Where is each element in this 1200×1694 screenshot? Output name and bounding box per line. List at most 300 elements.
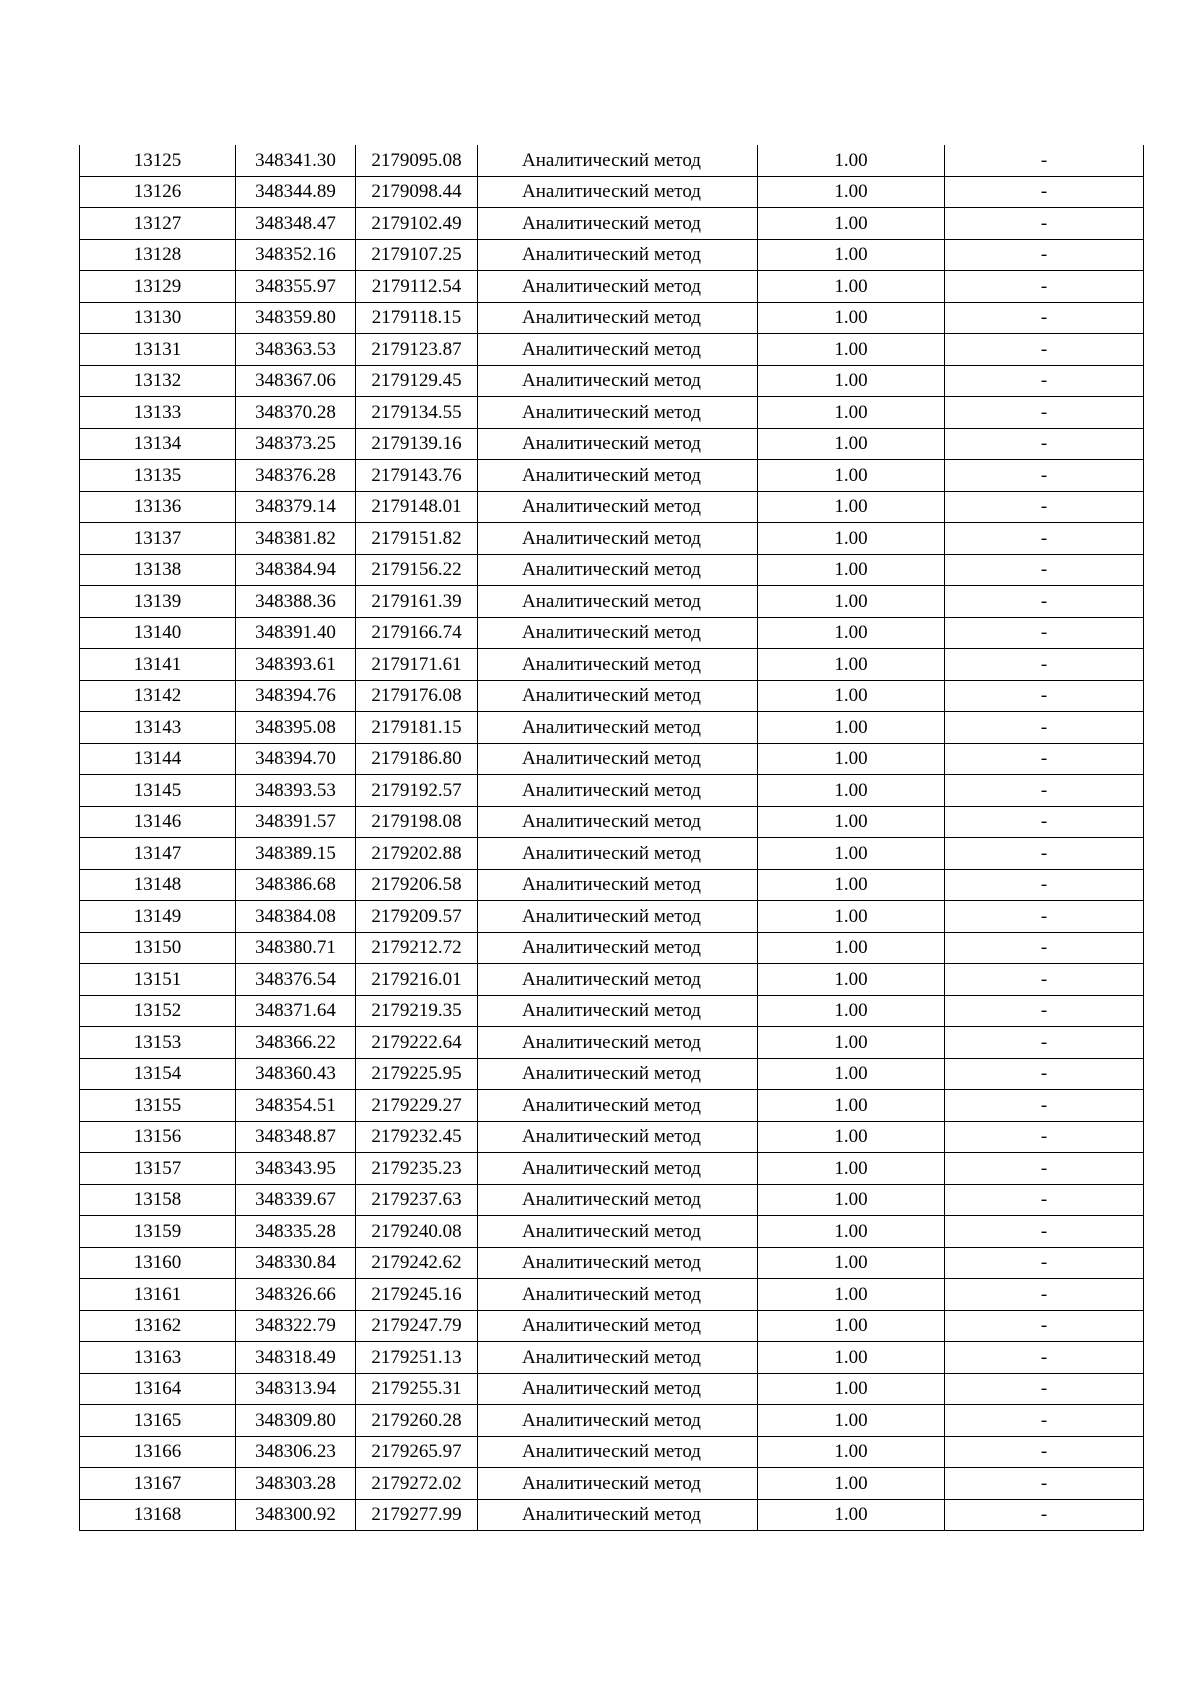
x-coordinate-cell: 348352.16	[236, 239, 356, 271]
y-coordinate-cell: 2179118.15	[356, 302, 478, 334]
accuracy-cell: 1.00	[758, 680, 945, 712]
method-cell: Аналитический метод	[478, 1027, 758, 1059]
accuracy-cell: 1.00	[758, 649, 945, 681]
y-coordinate-cell: 2179176.08	[356, 680, 478, 712]
point-number-cell: 13164	[80, 1373, 236, 1405]
x-coordinate-cell: 348376.54	[236, 964, 356, 996]
y-coordinate-cell: 2179225.95	[356, 1058, 478, 1090]
description-cell: -	[945, 1121, 1144, 1153]
point-number-cell: 13135	[80, 460, 236, 492]
point-number-cell: 13148	[80, 869, 236, 901]
accuracy-cell: 1.00	[758, 995, 945, 1027]
point-number-cell: 13136	[80, 491, 236, 523]
description-cell: -	[945, 1279, 1144, 1311]
point-number-cell: 13125	[80, 145, 236, 176]
method-cell: Аналитический метод	[478, 1279, 758, 1311]
y-coordinate-cell: 2179129.45	[356, 365, 478, 397]
x-coordinate-cell: 348359.80	[236, 302, 356, 334]
method-cell: Аналитический метод	[478, 271, 758, 303]
table-row	[80, 680, 1144, 712]
x-coordinate-cell: 348394.70	[236, 743, 356, 775]
point-number-cell: 13151	[80, 964, 236, 996]
table-row	[80, 743, 1144, 775]
method-cell: Аналитический метод	[478, 712, 758, 744]
table-row	[80, 1247, 1144, 1279]
method-cell: Аналитический метод	[478, 365, 758, 397]
point-number-cell: 13126	[80, 176, 236, 208]
description-cell: -	[945, 964, 1144, 996]
description-cell: -	[945, 428, 1144, 460]
x-coordinate-cell: 348363.53	[236, 334, 356, 366]
x-coordinate-cell: 348384.08	[236, 901, 356, 933]
accuracy-cell: 1.00	[758, 1121, 945, 1153]
description-cell: -	[945, 208, 1144, 240]
point-number-cell: 13159	[80, 1216, 236, 1248]
coordinates-table	[79, 145, 1144, 1531]
table-row	[80, 649, 1144, 681]
method-cell: Аналитический метод	[478, 1310, 758, 1342]
accuracy-cell: 1.00	[758, 964, 945, 996]
point-number-cell: 13168	[80, 1499, 236, 1531]
table-row	[80, 617, 1144, 649]
method-cell: Аналитический метод	[478, 460, 758, 492]
x-coordinate-cell: 348343.95	[236, 1153, 356, 1185]
accuracy-cell: 1.00	[758, 901, 945, 933]
method-cell: Аналитический метод	[478, 1405, 758, 1437]
accuracy-cell: 1.00	[758, 1342, 945, 1374]
table-row	[80, 397, 1144, 429]
x-coordinate-cell: 348366.22	[236, 1027, 356, 1059]
method-cell: Аналитический метод	[478, 554, 758, 586]
y-coordinate-cell: 2179166.74	[356, 617, 478, 649]
y-coordinate-cell: 2179232.45	[356, 1121, 478, 1153]
point-number-cell: 13160	[80, 1247, 236, 1279]
y-coordinate-cell: 2179156.22	[356, 554, 478, 586]
y-coordinate-cell: 2179212.72	[356, 932, 478, 964]
accuracy-cell: 1.00	[758, 1468, 945, 1500]
method-cell: Аналитический метод	[478, 1468, 758, 1500]
accuracy-cell: 1.00	[758, 617, 945, 649]
accuracy-cell: 1.00	[758, 869, 945, 901]
description-cell: -	[945, 334, 1144, 366]
method-cell: Аналитический метод	[478, 208, 758, 240]
point-number-cell: 13161	[80, 1279, 236, 1311]
method-cell: Аналитический метод	[478, 743, 758, 775]
x-coordinate-cell: 348391.57	[236, 806, 356, 838]
y-coordinate-cell: 2179151.82	[356, 523, 478, 555]
y-coordinate-cell: 2179171.61	[356, 649, 478, 681]
table-row	[80, 554, 1144, 586]
point-number-cell: 13138	[80, 554, 236, 586]
method-cell: Аналитический метод	[478, 649, 758, 681]
method-cell: Аналитический метод	[478, 1216, 758, 1248]
description-cell: -	[945, 869, 1144, 901]
description-cell: -	[945, 838, 1144, 870]
description-cell: -	[945, 1058, 1144, 1090]
table-row	[80, 586, 1144, 618]
x-coordinate-cell: 348389.15	[236, 838, 356, 870]
table-row	[80, 1279, 1144, 1311]
x-coordinate-cell: 348330.84	[236, 1247, 356, 1279]
table-row	[80, 1121, 1144, 1153]
description-cell: -	[945, 1310, 1144, 1342]
description-cell: -	[945, 460, 1144, 492]
point-number-cell: 13167	[80, 1468, 236, 1500]
method-cell: Аналитический метод	[478, 239, 758, 271]
method-cell: Аналитический метод	[478, 901, 758, 933]
accuracy-cell: 1.00	[758, 1499, 945, 1531]
accuracy-cell: 1.00	[758, 1436, 945, 1468]
accuracy-cell: 1.00	[758, 1279, 945, 1311]
method-cell: Аналитический метод	[478, 1373, 758, 1405]
point-number-cell: 13142	[80, 680, 236, 712]
description-cell: -	[945, 302, 1144, 334]
table-row	[80, 302, 1144, 334]
description-cell: -	[945, 176, 1144, 208]
y-coordinate-cell: 2179216.01	[356, 964, 478, 996]
description-cell: -	[945, 1373, 1144, 1405]
accuracy-cell: 1.00	[758, 1216, 945, 1248]
y-coordinate-cell: 2179229.27	[356, 1090, 478, 1122]
x-coordinate-cell: 348370.28	[236, 397, 356, 429]
x-coordinate-cell: 348318.49	[236, 1342, 356, 1374]
description-cell: -	[945, 554, 1144, 586]
method-cell: Аналитический метод	[478, 397, 758, 429]
y-coordinate-cell: 2179255.31	[356, 1373, 478, 1405]
accuracy-cell: 1.00	[758, 271, 945, 303]
x-coordinate-cell: 348303.28	[236, 1468, 356, 1500]
method-cell: Аналитический метод	[478, 176, 758, 208]
table-row	[80, 964, 1144, 996]
x-coordinate-cell: 348335.28	[236, 1216, 356, 1248]
method-cell: Аналитический метод	[478, 523, 758, 555]
y-coordinate-cell: 2179242.62	[356, 1247, 478, 1279]
x-coordinate-cell: 348373.25	[236, 428, 356, 460]
point-number-cell: 13150	[80, 932, 236, 964]
accuracy-cell: 1.00	[758, 491, 945, 523]
method-cell: Аналитический метод	[478, 428, 758, 460]
point-number-cell: 13131	[80, 334, 236, 366]
description-cell: -	[945, 680, 1144, 712]
y-coordinate-cell: 2179181.15	[356, 712, 478, 744]
table-row	[80, 712, 1144, 744]
point-number-cell: 13139	[80, 586, 236, 618]
x-coordinate-cell: 348388.36	[236, 586, 356, 618]
method-cell: Аналитический метод	[478, 838, 758, 870]
point-number-cell: 13163	[80, 1342, 236, 1374]
point-number-cell: 13149	[80, 901, 236, 933]
method-cell: Аналитический метод	[478, 586, 758, 618]
description-cell: -	[945, 365, 1144, 397]
y-coordinate-cell: 2179107.25	[356, 239, 478, 271]
x-coordinate-cell: 348380.71	[236, 932, 356, 964]
point-number-cell: 13133	[80, 397, 236, 429]
method-cell: Аналитический метод	[478, 1499, 758, 1531]
description-cell: -	[945, 617, 1144, 649]
point-number-cell: 13137	[80, 523, 236, 555]
y-coordinate-cell: 2179112.54	[356, 271, 478, 303]
method-cell: Аналитический метод	[478, 302, 758, 334]
table-row	[80, 1153, 1144, 1185]
point-number-cell: 13154	[80, 1058, 236, 1090]
point-number-cell: 13166	[80, 1436, 236, 1468]
method-cell: Аналитический метод	[478, 964, 758, 996]
table-row	[80, 1216, 1144, 1248]
description-cell: -	[945, 586, 1144, 618]
y-coordinate-cell: 2179209.57	[356, 901, 478, 933]
method-cell: Аналитический метод	[478, 617, 758, 649]
y-coordinate-cell: 2179143.76	[356, 460, 478, 492]
y-coordinate-cell: 2179219.35	[356, 995, 478, 1027]
description-cell: -	[945, 995, 1144, 1027]
description-cell: -	[945, 1436, 1144, 1468]
table-row	[80, 1184, 1144, 1216]
x-coordinate-cell: 348326.66	[236, 1279, 356, 1311]
x-coordinate-cell: 348393.61	[236, 649, 356, 681]
x-coordinate-cell: 348376.28	[236, 460, 356, 492]
table-row	[80, 239, 1144, 271]
table-row	[80, 1090, 1144, 1122]
y-coordinate-cell: 2179251.13	[356, 1342, 478, 1374]
method-cell: Аналитический метод	[478, 1090, 758, 1122]
y-coordinate-cell: 2179198.08	[356, 806, 478, 838]
accuracy-cell: 1.00	[758, 365, 945, 397]
description-cell: -	[945, 1247, 1144, 1279]
x-coordinate-cell: 348381.82	[236, 523, 356, 555]
description-cell: -	[945, 491, 1144, 523]
table-row	[80, 1027, 1144, 1059]
accuracy-cell: 1.00	[758, 554, 945, 586]
x-coordinate-cell: 348341.30	[236, 145, 356, 176]
y-coordinate-cell: 2179123.87	[356, 334, 478, 366]
description-cell: -	[945, 649, 1144, 681]
description-cell: -	[945, 1499, 1144, 1531]
point-number-cell: 13155	[80, 1090, 236, 1122]
description-cell: -	[945, 775, 1144, 807]
y-coordinate-cell: 2179139.16	[356, 428, 478, 460]
table-row	[80, 806, 1144, 838]
y-coordinate-cell: 2179235.23	[356, 1153, 478, 1185]
accuracy-cell: 1.00	[758, 239, 945, 271]
method-cell: Аналитический метод	[478, 932, 758, 964]
accuracy-cell: 1.00	[758, 1373, 945, 1405]
table-row	[80, 145, 1144, 176]
method-cell: Аналитический метод	[478, 680, 758, 712]
table-row	[80, 491, 1144, 523]
y-coordinate-cell: 2179098.44	[356, 176, 478, 208]
table-row	[80, 1310, 1144, 1342]
description-cell: -	[945, 712, 1144, 744]
accuracy-cell: 1.00	[758, 838, 945, 870]
accuracy-cell: 1.00	[758, 743, 945, 775]
point-number-cell: 13144	[80, 743, 236, 775]
point-number-cell: 13146	[80, 806, 236, 838]
description-cell: -	[945, 1090, 1144, 1122]
table-row	[80, 869, 1144, 901]
y-coordinate-cell: 2179202.88	[356, 838, 478, 870]
method-cell: Аналитический метод	[478, 1247, 758, 1279]
description-cell: -	[945, 1184, 1144, 1216]
x-coordinate-cell: 348379.14	[236, 491, 356, 523]
accuracy-cell: 1.00	[758, 208, 945, 240]
table-row	[80, 208, 1144, 240]
accuracy-cell: 1.00	[758, 775, 945, 807]
accuracy-cell: 1.00	[758, 1184, 945, 1216]
y-coordinate-cell: 2179134.55	[356, 397, 478, 429]
point-number-cell: 13140	[80, 617, 236, 649]
accuracy-cell: 1.00	[758, 806, 945, 838]
x-coordinate-cell: 348313.94	[236, 1373, 356, 1405]
y-coordinate-cell: 2179206.58	[356, 869, 478, 901]
table-row	[80, 1342, 1144, 1374]
description-cell: -	[945, 397, 1144, 429]
point-number-cell: 13156	[80, 1121, 236, 1153]
point-number-cell: 13134	[80, 428, 236, 460]
description-cell: -	[945, 1468, 1144, 1500]
x-coordinate-cell: 348309.80	[236, 1405, 356, 1437]
table-row	[80, 1405, 1144, 1437]
table-row	[80, 995, 1144, 1027]
y-coordinate-cell: 2179245.16	[356, 1279, 478, 1311]
y-coordinate-cell: 2179102.49	[356, 208, 478, 240]
x-coordinate-cell: 348394.76	[236, 680, 356, 712]
table-row	[80, 1058, 1144, 1090]
accuracy-cell: 1.00	[758, 1090, 945, 1122]
description-cell: -	[945, 743, 1144, 775]
table-row	[80, 1499, 1144, 1531]
description-cell: -	[945, 145, 1144, 176]
method-cell: Аналитический метод	[478, 1153, 758, 1185]
y-coordinate-cell: 2179272.02	[356, 1468, 478, 1500]
accuracy-cell: 1.00	[758, 1405, 945, 1437]
accuracy-cell: 1.00	[758, 176, 945, 208]
method-cell: Аналитический метод	[478, 869, 758, 901]
method-cell: Аналитический метод	[478, 1121, 758, 1153]
method-cell: Аналитический метод	[478, 1184, 758, 1216]
point-number-cell: 13141	[80, 649, 236, 681]
accuracy-cell: 1.00	[758, 523, 945, 555]
y-coordinate-cell: 2179192.57	[356, 775, 478, 807]
method-cell: Аналитический метод	[478, 145, 758, 176]
method-cell: Аналитический метод	[478, 806, 758, 838]
point-number-cell: 13157	[80, 1153, 236, 1185]
table-row	[80, 1468, 1144, 1500]
x-coordinate-cell: 348355.97	[236, 271, 356, 303]
point-number-cell: 13158	[80, 1184, 236, 1216]
accuracy-cell: 1.00	[758, 334, 945, 366]
point-number-cell: 13145	[80, 775, 236, 807]
table-row	[80, 838, 1144, 870]
accuracy-cell: 1.00	[758, 145, 945, 176]
x-coordinate-cell: 348360.43	[236, 1058, 356, 1090]
method-cell: Аналитический метод	[478, 1058, 758, 1090]
x-coordinate-cell: 348391.40	[236, 617, 356, 649]
description-cell: -	[945, 1027, 1144, 1059]
table-row	[80, 271, 1144, 303]
table-row	[80, 334, 1144, 366]
x-coordinate-cell: 348339.67	[236, 1184, 356, 1216]
x-coordinate-cell: 348306.23	[236, 1436, 356, 1468]
y-coordinate-cell: 2179265.97	[356, 1436, 478, 1468]
point-number-cell: 13143	[80, 712, 236, 744]
accuracy-cell: 1.00	[758, 302, 945, 334]
accuracy-cell: 1.00	[758, 932, 945, 964]
description-cell: -	[945, 932, 1144, 964]
y-coordinate-cell: 2179260.28	[356, 1405, 478, 1437]
table-row	[80, 1436, 1144, 1468]
method-cell: Аналитический метод	[478, 775, 758, 807]
table-row	[80, 932, 1144, 964]
x-coordinate-cell: 348367.06	[236, 365, 356, 397]
description-cell: -	[945, 1216, 1144, 1248]
x-coordinate-cell: 348354.51	[236, 1090, 356, 1122]
y-coordinate-cell: 2179277.99	[356, 1499, 478, 1531]
description-cell: -	[945, 271, 1144, 303]
accuracy-cell: 1.00	[758, 397, 945, 429]
table-row	[80, 775, 1144, 807]
point-number-cell: 13147	[80, 838, 236, 870]
x-coordinate-cell: 348384.94	[236, 554, 356, 586]
x-coordinate-cell: 348386.68	[236, 869, 356, 901]
description-cell: -	[945, 239, 1144, 271]
point-number-cell: 13162	[80, 1310, 236, 1342]
point-number-cell: 13152	[80, 995, 236, 1027]
y-coordinate-cell: 2179247.79	[356, 1310, 478, 1342]
x-coordinate-cell: 348393.53	[236, 775, 356, 807]
accuracy-cell: 1.00	[758, 1058, 945, 1090]
method-cell: Аналитический метод	[478, 1342, 758, 1374]
x-coordinate-cell: 348395.08	[236, 712, 356, 744]
table-row	[80, 365, 1144, 397]
point-number-cell: 13129	[80, 271, 236, 303]
table-row	[80, 1373, 1144, 1405]
x-coordinate-cell: 348322.79	[236, 1310, 356, 1342]
accuracy-cell: 1.00	[758, 1153, 945, 1185]
y-coordinate-cell: 2179186.80	[356, 743, 478, 775]
description-cell: -	[945, 1153, 1144, 1185]
table-row	[80, 176, 1144, 208]
point-number-cell: 13132	[80, 365, 236, 397]
method-cell: Аналитический метод	[478, 995, 758, 1027]
point-number-cell: 13127	[80, 208, 236, 240]
y-coordinate-cell: 2179222.64	[356, 1027, 478, 1059]
x-coordinate-cell: 348371.64	[236, 995, 356, 1027]
description-cell: -	[945, 806, 1144, 838]
accuracy-cell: 1.00	[758, 460, 945, 492]
x-coordinate-cell: 348300.92	[236, 1499, 356, 1531]
accuracy-cell: 1.00	[758, 1247, 945, 1279]
table-row	[80, 901, 1144, 933]
accuracy-cell: 1.00	[758, 428, 945, 460]
coordinates-table-body	[80, 145, 1144, 1531]
y-coordinate-cell: 2179161.39	[356, 586, 478, 618]
y-coordinate-cell: 2179095.08	[356, 145, 478, 176]
accuracy-cell: 1.00	[758, 586, 945, 618]
description-cell: -	[945, 1342, 1144, 1374]
method-cell: Аналитический метод	[478, 334, 758, 366]
y-coordinate-cell: 2179240.08	[356, 1216, 478, 1248]
y-coordinate-cell: 2179148.01	[356, 491, 478, 523]
y-coordinate-cell: 2179237.63	[356, 1184, 478, 1216]
point-number-cell: 13153	[80, 1027, 236, 1059]
method-cell: Аналитический метод	[478, 491, 758, 523]
point-number-cell: 13128	[80, 239, 236, 271]
description-cell: -	[945, 1405, 1144, 1437]
table-row	[80, 428, 1144, 460]
description-cell: -	[945, 901, 1144, 933]
point-number-cell: 13165	[80, 1405, 236, 1437]
point-number-cell: 13130	[80, 302, 236, 334]
